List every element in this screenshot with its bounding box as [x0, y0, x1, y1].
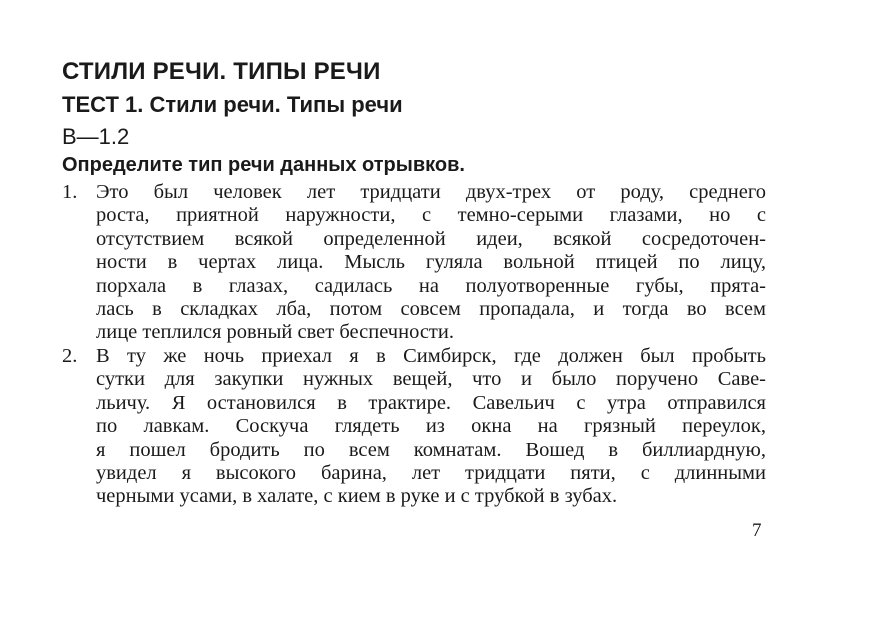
passage-line: Это был человек лет тридцати двух-трех от роду, среднего: [96, 181, 766, 203]
passage-line: по лавкам. Соскуча глядеть из окна на грязный переулок,: [96, 415, 766, 438]
passage-line: В ту же ночь приехал я в Симбирск, где должен был пробыть: [96, 345, 766, 367]
passage-line: льичу. Я остановился в трактире. Савельич с утра отправился: [96, 391, 766, 414]
passage-line: я пошел бродить по всем комнатам. Вошед в биллиардную,: [96, 438, 766, 461]
passage-line: черными усами, в халате, с кием в руке и с трубкой в зубах.: [96, 485, 618, 508]
passage-number: 2.: [62, 345, 78, 367]
variant-label: В—1.2: [62, 124, 130, 149]
task-instruction: Определите тип речи данных отрывков.: [62, 154, 465, 176]
passage-line: отсутствием всякой определенной идеи, всякой сосредоточен-: [96, 227, 766, 250]
passage-line: лице теплился ровный свет беспечности.: [96, 321, 454, 344]
passage-line: сутки для закупки нужных вещей, что и было поручено Саве-: [96, 368, 766, 391]
test-title: ТЕСТ 1. Стили речи. Типы речи: [62, 92, 403, 117]
passage-2: [62, 345, 766, 509]
chapter-title: СТИЛИ РЕЧИ. ТИПЫ РЕЧИ: [62, 58, 381, 85]
passage-number: 1.: [62, 181, 78, 203]
passage-1: [62, 181, 766, 345]
passage-line: увидел я высокого барина, лет тридцати пяти, с длинными: [96, 462, 766, 485]
passage-line: ности в чертах лица. Мысль гуляла вольной птицей по лицу,: [96, 251, 766, 274]
passage-line: порхала в глазах, садилась на полуотворенные губы, прята-: [96, 274, 766, 297]
page-number: 7: [752, 520, 762, 541]
passage-line: роста, приятной наружности, с темно-серыми глазами, но с: [96, 204, 766, 227]
passage-line: лась в складках лба, потом совсем пропадала, и тогда во всем: [96, 298, 766, 321]
